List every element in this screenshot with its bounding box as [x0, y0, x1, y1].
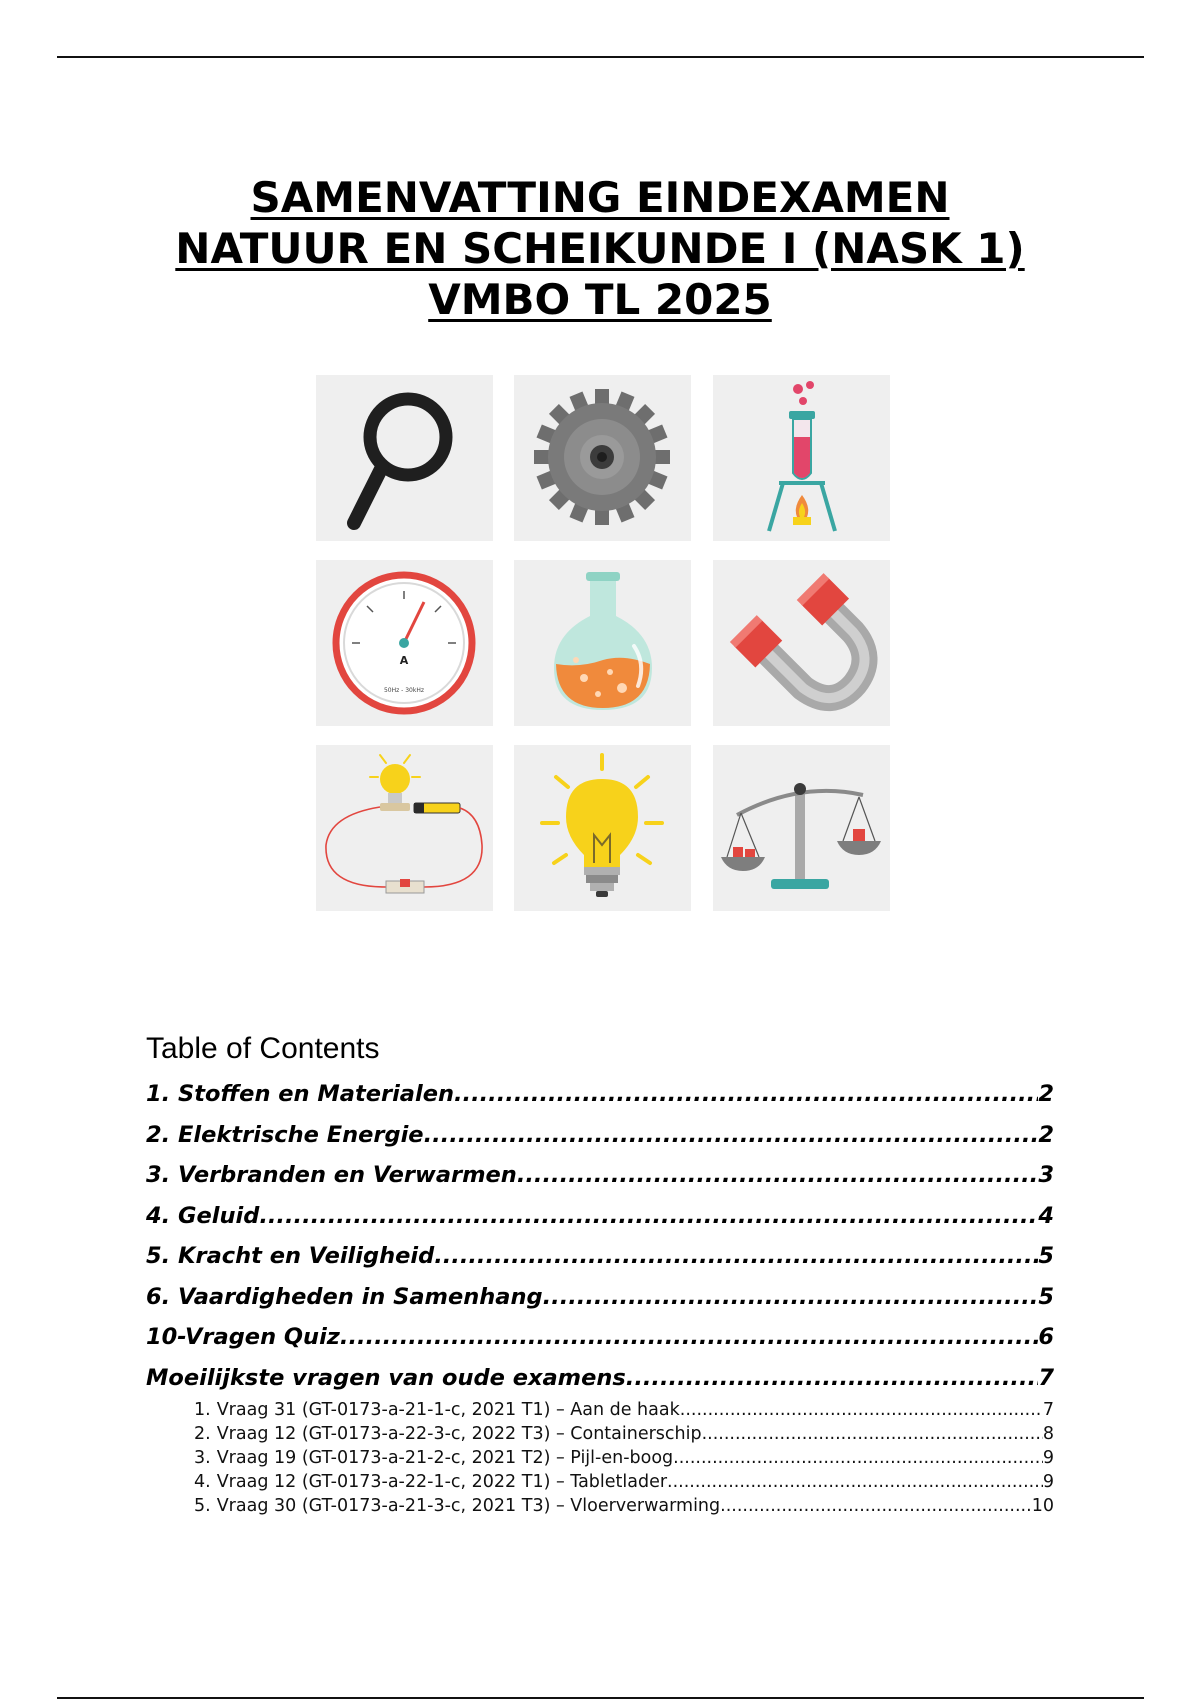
- toc-entry-page: 5: [1038, 1243, 1054, 1269]
- page-title: [0, 172, 1200, 325]
- illustration-grid: [316, 375, 890, 911]
- toc-entry-label: 4. Geluid: [146, 1202, 260, 1229]
- ammeter-letter: A: [399, 654, 409, 667]
- toc-subentry[interactable]: [194, 1446, 1054, 1470]
- toc-subentry-page: 8: [1042, 1424, 1054, 1444]
- horseshoe-magnet-icon: [713, 560, 890, 726]
- toc-entry-page: 2: [1038, 1081, 1054, 1107]
- toc-entry[interactable]: [146, 1196, 1054, 1237]
- toc-subentry-page: 9: [1042, 1472, 1054, 1492]
- toc-entry-page: 4: [1038, 1202, 1054, 1229]
- toc-entry[interactable]: [146, 1317, 1054, 1358]
- toc-entry[interactable]: [146, 1277, 1054, 1318]
- toc-entry-page: 6: [1038, 1324, 1054, 1350]
- toc-entry-page: 3: [1038, 1162, 1054, 1188]
- toc-entry-page: 2: [1038, 1121, 1054, 1148]
- toc-entry-label: 1. Stoffen en Materialen: [146, 1081, 454, 1107]
- toc-leader: [626, 1358, 1039, 1399]
- toc-entry-label: 3. Verbranden en Verwarmen: [146, 1162, 517, 1188]
- toc-leader: [340, 1317, 1038, 1358]
- ammeter-caption: 50Hz - 30kHz: [383, 687, 425, 694]
- electric-circuit-icon: [316, 745, 493, 911]
- toc-entry[interactable]: [146, 1115, 1054, 1156]
- toc-entry[interactable]: [146, 1074, 1054, 1115]
- title-line-2: NATUUR EN SCHEIKUNDE I (NASK 1): [175, 224, 1025, 273]
- toc-subentry-page: 10: [1031, 1496, 1054, 1516]
- toc-entry-page: 7: [1038, 1364, 1054, 1391]
- toc-subentry-label: Vraag 31 (GT-0173-a-21-1-c, 2021 T1) – Aan de haak: [216, 1400, 680, 1420]
- toc-leader: [720, 1494, 1032, 1518]
- toc-subentry[interactable]: [194, 1470, 1054, 1494]
- toc-leader: [702, 1422, 1043, 1446]
- toc-leader: [667, 1470, 1043, 1494]
- toc-subentry[interactable]: [194, 1398, 1054, 1422]
- toc-subentry-number: 5.: [194, 1496, 211, 1516]
- toc-subentry-label: Vraag 19 (GT-0173-a-21-2-c, 2021 T2) – Pijl-en-boog: [216, 1448, 674, 1468]
- flask-icon: [514, 560, 691, 726]
- table-of-contents: [146, 1030, 1054, 1518]
- toc-leader: [424, 1115, 1039, 1156]
- title-line-3: VMBO TL 2025: [428, 275, 772, 324]
- balance-scale-icon: [713, 745, 890, 911]
- toc-leader: [434, 1236, 1038, 1277]
- header-rule: [57, 56, 1144, 58]
- title-line-1: SAMENVATTING EINDEXAMEN: [250, 173, 950, 222]
- toc-subentry-label: Vraag 30 (GT-0173-a-21-3-c, 2021 T3) – Vloerverwarming: [216, 1496, 721, 1516]
- toc-subentry-label: Vraag 12 (GT-0173-a-22-1-c, 2022 T1) – Tabletlader: [216, 1472, 668, 1492]
- light-bulb-icon: [514, 745, 691, 911]
- toc-leader: [454, 1074, 1038, 1115]
- toc-entry-label: 10-Vragen Quiz: [146, 1324, 340, 1350]
- toc-entry-label: 2. Elektrische Energie: [146, 1121, 424, 1148]
- test-tube-burner-icon: [713, 375, 890, 541]
- toc-entry[interactable]: [146, 1236, 1054, 1277]
- toc-entry-page: 5: [1038, 1283, 1054, 1310]
- toc-subentry-number: 1.: [194, 1400, 211, 1420]
- toc-subentry[interactable]: [194, 1494, 1054, 1518]
- toc-entry[interactable]: [146, 1358, 1054, 1399]
- gear-icon: [514, 375, 691, 541]
- footer-rule: [57, 1697, 1144, 1699]
- toc-leader: [543, 1277, 1039, 1318]
- toc-leader: [517, 1155, 1039, 1196]
- ammeter-icon: [316, 560, 493, 726]
- magnifying-glass-icon: [316, 375, 493, 541]
- toc-entry-label: 6. Vaardigheden in Samenhang: [146, 1283, 543, 1310]
- toc-entry[interactable]: [146, 1155, 1054, 1196]
- toc-subentry-page: 9: [1042, 1448, 1054, 1468]
- toc-leader: [673, 1446, 1043, 1470]
- toc-entry-label: 5. Kracht en Veiligheid: [146, 1243, 435, 1269]
- toc-subentry[interactable]: [194, 1422, 1054, 1446]
- toc-leader: [680, 1398, 1043, 1422]
- toc-leader: [259, 1196, 1038, 1237]
- toc-subentry-label: Vraag 12 (GT-0173-a-22-3-c, 2022 T3) – Containerschip: [216, 1424, 702, 1444]
- toc-subentry-number: 2.: [194, 1424, 211, 1444]
- toc-subentry-number: 3.: [194, 1448, 211, 1468]
- toc-heading: Table of Contents: [146, 1032, 380, 1065]
- toc-subentry-page: 7: [1042, 1400, 1054, 1420]
- toc-subentry-number: 4.: [194, 1472, 211, 1492]
- toc-entry-label: Moeilijkste vragen van oude examens: [146, 1364, 626, 1391]
